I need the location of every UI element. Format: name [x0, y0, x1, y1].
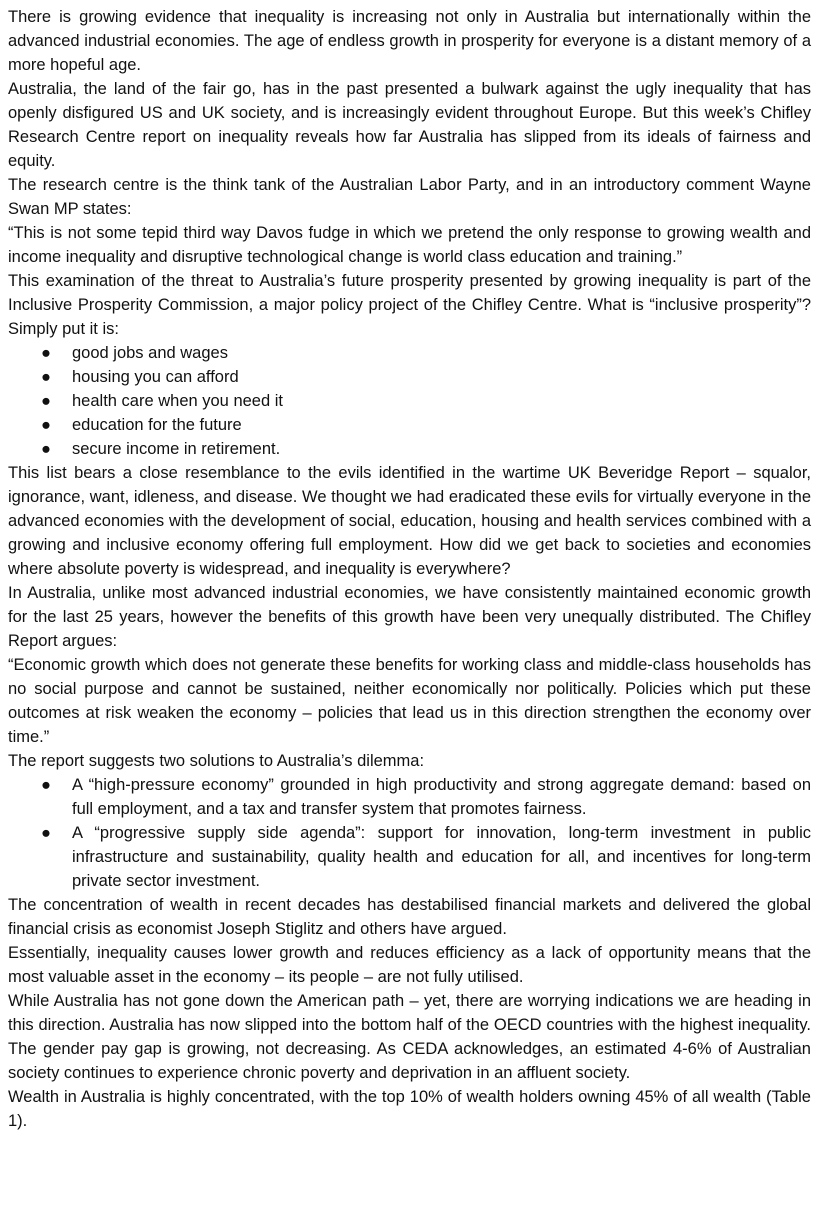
quote-wayne-swan: “This is not some tepid third way Davos fudge in which we pretend the only response to growing wealth and income inequality and disruptive technological change is world class education and training.”	[8, 224, 811, 266]
list-item-text: housing you can afford	[72, 368, 239, 386]
list-item-text: A “high-pressure economy” grounded in high productivity and strong aggregate demand: based on full employment, and a tax and transfer system that promotes fairness.	[72, 776, 811, 818]
solutions-list	[8, 773, 811, 893]
bullet-icon: ●	[41, 416, 51, 434]
list-item-text: education for the future	[72, 416, 242, 434]
list-item	[8, 773, 811, 821]
paragraph-lower-growth: Essentially, inequality causes lower growth and reduces efficiency as a lack of opportunity means that the most valuable asset in the economy – its people – are not fully utilised.	[8, 944, 811, 986]
list-item	[8, 389, 811, 413]
list-item-text: health care when you need it	[72, 392, 283, 410]
list-item	[8, 365, 811, 389]
paragraph-wealth-concentration: The concentration of wealth in recent decades has destabilised financial markets and delivered the global financial crisis as economist Joseph Stiglitz and others have argued.	[8, 896, 811, 938]
paragraph-global-inequality: There is growing evidence that inequality is increasing not only in Australia but internationally within the advanced industrial economies. The age of endless growth in prosperity for everyone is a distant memory of a more hopeful age.	[8, 8, 811, 74]
list-item	[8, 821, 811, 893]
inclusive-prosperity-list	[8, 341, 811, 461]
list-item-text: secure income in retirement.	[72, 440, 281, 458]
paragraph-two-solutions: The report suggests two solutions to Australia’s dilemma:	[8, 752, 425, 770]
bullet-icon: ●	[41, 824, 51, 842]
bullet-icon: ●	[41, 440, 51, 458]
paragraph-fair-go: Australia, the land of the fair go, has in the past presented a bulwark against the ugly inequality that has openly disfigured US and UK society, and is increasingly evident throughout Europe. But this week’s Chifley Research Centre report on inequality reveals how far Australia has slipped from its ideals of fairness and equity.	[8, 80, 811, 170]
list-item	[8, 437, 811, 461]
bullet-icon: ●	[41, 776, 51, 794]
paragraph-wealth-table: Wealth in Australia is highly concentrated, with the top 10% of wealth holders owning 45% of all wealth (Table 1).	[8, 1088, 811, 1130]
bullet-icon: ●	[41, 392, 51, 410]
list-item-text: good jobs and wages	[72, 344, 228, 362]
paragraph-american-path: While Australia has not gone down the American path – yet, there are worrying indications we are heading in this direction. Australia has now slipped into the bottom half of the OECD countries with the highest inequality. The gender pay gap is growing, not decreasing. As CEDA acknowledges, an estimated 4-6% of Australian society continues to experience chronic poverty and deprivation in an affluent society.	[8, 992, 811, 1082]
list-item-text: A “progressive supply side agenda”: support for innovation, long-term investment in public infrastructure and sustainability, quality health and education for all, and incentives for long-term private sector investment.	[72, 824, 811, 890]
paragraph-research-centre: The research centre is the think tank of the Australian Labor Party, and in an introductory comment Wayne Swan MP states:	[8, 176, 811, 218]
bullet-icon: ●	[41, 344, 51, 362]
paragraph-inclusive-prosperity: This examination of the threat to Australia’s future prosperity presented by growing inequality is part of the Inclusive Prosperity Commission, a major policy project of the Chifley Centre. What is “inclusive prosperity”? Simply put it is:	[8, 272, 811, 338]
quote-chifley-report: “Economic growth which does not generate these benefits for working class and middle-class households has no social purpose and cannot be sustained, neither economically nor politically. Policies which put these outcomes at risk weaken the economy – policies that lead us in this direction strengthen the economy over time.”	[8, 656, 811, 746]
paragraph-australia-growth: In Australia, unlike most advanced industrial economies, we have consistently maintained economic growth for the last 25 years, however the benefits of this growth have been very unequally distributed. The Chifley Report argues:	[8, 584, 811, 650]
list-item	[8, 413, 811, 437]
paragraph-beveridge-report: This list bears a close resemblance to the evils identified in the wartime UK Beveridge Report – squalor, ignorance, want, idleness, and disease. We thought we had eradicated these evils for virtually everyone in the advanced economies with the development of social, education, housing and health services combined with a growing and inclusive economy offering full employment. How did we get back to societies and economies where absolute poverty is widespread, and inequality is everywhere?	[8, 464, 811, 578]
list-item	[8, 341, 811, 365]
bullet-icon: ●	[41, 368, 51, 386]
